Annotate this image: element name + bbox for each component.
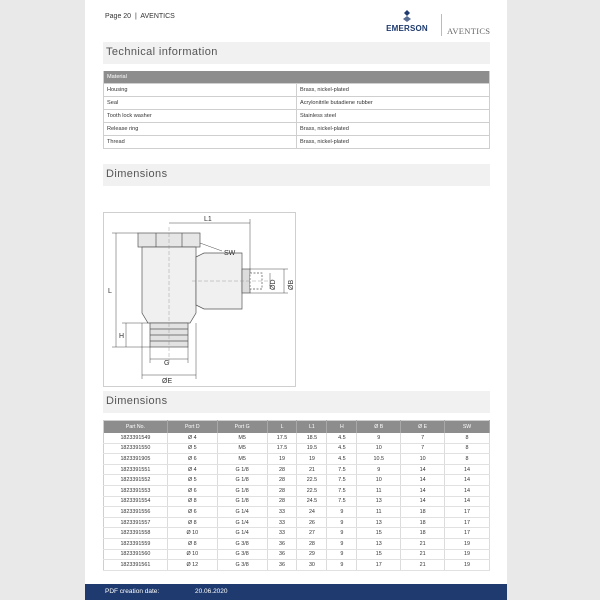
logo-divider: [441, 14, 442, 36]
table-cell: 21: [401, 538, 445, 549]
table-row: [104, 560, 490, 571]
table-cell: 1823391561: [104, 560, 168, 571]
table-cell: 13: [357, 496, 401, 507]
table-cell: G 1/8: [217, 475, 267, 486]
table-row: [104, 507, 490, 518]
table-cell: G 3/8: [217, 538, 267, 549]
table-cell: 33: [267, 517, 297, 528]
table-cell: G 1/8: [217, 464, 267, 475]
table-cell: 28: [267, 475, 297, 486]
material-row: [104, 83, 490, 96]
table-cell: 27: [297, 528, 327, 539]
table-row: [104, 517, 490, 528]
dimension-drawing: [103, 212, 296, 387]
column-header: SW: [445, 421, 490, 433]
table-cell: 22.5: [297, 475, 327, 486]
material-value: Brass, nickel-plated: [297, 83, 490, 96]
table-cell: 9: [327, 538, 357, 549]
table-cell: 19: [445, 549, 490, 560]
footer-label: PDF creation date:: [105, 588, 160, 595]
table-cell: 19: [445, 538, 490, 549]
emerson-logo-text: EMERSON: [386, 24, 428, 33]
table-cell: 14: [401, 464, 445, 475]
table-cell: 21: [401, 560, 445, 571]
table-row: [104, 464, 490, 475]
table-row: [104, 549, 490, 560]
label-h: H: [119, 333, 125, 340]
table-cell: 8: [445, 443, 490, 454]
table-cell: 18: [401, 528, 445, 539]
table-cell: 17.5: [267, 443, 297, 454]
table-cell: Ø 5: [167, 443, 217, 454]
table-cell: 14: [401, 496, 445, 507]
table-cell: Ø 8: [167, 496, 217, 507]
table-cell: 1823391558: [104, 528, 168, 539]
label-sw: SW: [224, 250, 236, 257]
document-page: [85, 0, 507, 600]
column-header: Ø E: [401, 421, 445, 433]
material-key: Seal: [104, 96, 297, 109]
table-cell: 19.5: [297, 443, 327, 454]
table-cell: 19: [297, 454, 327, 465]
table-cell: 9: [327, 560, 357, 571]
table-cell: Ø 4: [167, 464, 217, 475]
table-cell: Ø 8: [167, 538, 217, 549]
table-cell: 13: [357, 517, 401, 528]
table-cell: Ø 10: [167, 549, 217, 560]
emerson-logo: [377, 10, 437, 33]
table-cell: 9: [327, 549, 357, 560]
material-header-cell: Material: [104, 71, 490, 83]
material-key: Housing: [104, 83, 297, 96]
label-l: L: [108, 288, 112, 295]
header-separator: |: [134, 13, 137, 20]
table-cell: 18: [401, 507, 445, 518]
table-cell: 36: [267, 560, 297, 571]
material-row: [104, 109, 490, 122]
table-cell: G 1/8: [217, 485, 267, 496]
table-row: [104, 538, 490, 549]
material-value: Stainless steel: [297, 109, 490, 122]
table-cell: 15: [357, 528, 401, 539]
material-key: Tooth lock washer: [104, 109, 297, 122]
table-cell: 13: [357, 538, 401, 549]
table-cell: 30: [297, 560, 327, 571]
column-header: L: [267, 421, 297, 433]
table-row: [104, 528, 490, 539]
aventics-logo-text: AVENTICS: [447, 26, 491, 36]
column-header: Port D: [167, 421, 217, 433]
table-cell: 14: [445, 475, 490, 486]
table-cell: 1823391550: [104, 443, 168, 454]
footer-date: 20.06.2020: [195, 588, 228, 595]
table-cell: 14: [445, 485, 490, 496]
page-header: [105, 13, 175, 20]
table-cell: 11: [357, 485, 401, 496]
table-cell: 14: [401, 485, 445, 496]
table-cell: 1823391552: [104, 475, 168, 486]
table-cell: 1823391560: [104, 549, 168, 560]
table-cell: 4.5: [327, 433, 357, 444]
table-cell: 17: [357, 560, 401, 571]
table-cell: 1823391557: [104, 517, 168, 528]
table-cell: 33: [267, 528, 297, 539]
table-cell: G 1/8: [217, 496, 267, 507]
material-value: Brass, nickel-plated: [297, 135, 490, 148]
table-cell: 7: [401, 433, 445, 444]
table-cell: Ø 10: [167, 528, 217, 539]
table-row: [104, 475, 490, 486]
column-header: Port G: [217, 421, 267, 433]
material-key: Thread: [104, 135, 297, 148]
table-cell: G 3/8: [217, 549, 267, 560]
table-cell: 28: [267, 464, 297, 475]
material-row: [104, 122, 490, 135]
table-cell: G 1/4: [217, 517, 267, 528]
table-cell: M5: [217, 443, 267, 454]
table-cell: 1823391554: [104, 496, 168, 507]
table-cell: 10: [357, 443, 401, 454]
table-cell: 21: [297, 464, 327, 475]
emerson-logo-icon: [401, 10, 413, 23]
table-cell: 28: [267, 485, 297, 496]
table-cell: 18: [401, 517, 445, 528]
table-cell: 15: [357, 549, 401, 560]
table-row: [104, 443, 490, 454]
table-cell: 10.5: [357, 454, 401, 465]
header-brand: AVENTICS: [140, 13, 175, 20]
table-cell: 7.5: [327, 485, 357, 496]
table-cell: 17: [445, 517, 490, 528]
label-od: ØD: [270, 279, 277, 290]
table-cell: 24.5: [297, 496, 327, 507]
table-cell: M5: [217, 454, 267, 465]
table-cell: 29: [297, 549, 327, 560]
table-row: [104, 433, 490, 444]
table-row: [104, 485, 490, 496]
table-cell: 24: [297, 507, 327, 518]
table-cell: 1823391551: [104, 464, 168, 475]
page-number: Page 20: [105, 13, 132, 20]
fitting-drawing-svg: [104, 213, 297, 388]
dimensions-table: [103, 420, 490, 571]
table-cell: Ø 6: [167, 507, 217, 518]
table-cell: 1823391553: [104, 485, 168, 496]
table-cell: Ø 4: [167, 433, 217, 444]
table-cell: 19: [445, 560, 490, 571]
table-cell: G 1/4: [217, 528, 267, 539]
material-table-header: [104, 71, 490, 83]
table-cell: 28: [297, 538, 327, 549]
table-cell: 9: [327, 517, 357, 528]
table-cell: 7: [401, 443, 445, 454]
table-cell: 11: [357, 507, 401, 518]
table-cell: 4.5: [327, 454, 357, 465]
table-cell: 7.5: [327, 464, 357, 475]
material-key: Release ring: [104, 122, 297, 135]
table-cell: 14: [401, 475, 445, 486]
table-cell: G 1/4: [217, 507, 267, 518]
column-header: Part No.: [104, 421, 168, 433]
material-value: Acrylonitrile butadiene rubber: [297, 96, 490, 109]
label-l1: L1: [204, 216, 212, 223]
table-cell: 18.5: [297, 433, 327, 444]
table-cell: G 3/8: [217, 560, 267, 571]
table-cell: 1823391559: [104, 538, 168, 549]
table-cell: 17: [445, 528, 490, 539]
table-cell: 17: [445, 507, 490, 518]
column-header: H: [327, 421, 357, 433]
column-header: Ø B: [357, 421, 401, 433]
column-header: L1: [297, 421, 327, 433]
material-row: [104, 96, 490, 109]
table-cell: Ø 6: [167, 454, 217, 465]
table-cell: Ø 6: [167, 485, 217, 496]
table-cell: 36: [267, 538, 297, 549]
table-cell: 9: [357, 464, 401, 475]
material-table: [103, 71, 490, 149]
section-title-dimensions-drawing: Dimensions: [103, 164, 490, 186]
table-cell: 7.5: [327, 475, 357, 486]
table-cell: 4.5: [327, 443, 357, 454]
table-cell: 17.5: [267, 433, 297, 444]
table-cell: 10: [401, 454, 445, 465]
table-cell: 36: [267, 549, 297, 560]
table-cell: 33: [267, 507, 297, 518]
table-cell: 8: [445, 454, 490, 465]
table-row: [104, 454, 490, 465]
footer-bar: [85, 584, 507, 600]
material-value: Brass, nickel-plated: [297, 122, 490, 135]
label-ob: ØB: [288, 279, 295, 290]
table-cell: 7.5: [327, 496, 357, 507]
label-oe: ØE: [162, 378, 173, 385]
table-cell: 28: [267, 496, 297, 507]
table-cell: 19: [267, 454, 297, 465]
table-cell: 1823391905: [104, 454, 168, 465]
table-row: [104, 496, 490, 507]
table-cell: 26: [297, 517, 327, 528]
table-cell: Ø 5: [167, 475, 217, 486]
table-cell: Ø 12: [167, 560, 217, 571]
label-g: G: [164, 360, 170, 367]
table-cell: 1823391549: [104, 433, 168, 444]
table-cell: 10: [357, 475, 401, 486]
table-cell: 14: [445, 496, 490, 507]
table-cell: 22.5: [297, 485, 327, 496]
table-cell: Ø 8: [167, 517, 217, 528]
material-row: [104, 135, 490, 148]
table-cell: 21: [401, 549, 445, 560]
table-cell: 8: [445, 433, 490, 444]
section-title-dimensions-table: Dimensions: [103, 391, 490, 413]
table-cell: 9: [327, 507, 357, 518]
table-cell: 14: [445, 464, 490, 475]
table-cell: M5: [217, 433, 267, 444]
section-title-technical: Technical information: [103, 42, 490, 64]
table-cell: 9: [357, 433, 401, 444]
dimensions-table-header: [104, 421, 490, 433]
table-cell: 9: [327, 528, 357, 539]
table-cell: 1823391556: [104, 507, 168, 518]
